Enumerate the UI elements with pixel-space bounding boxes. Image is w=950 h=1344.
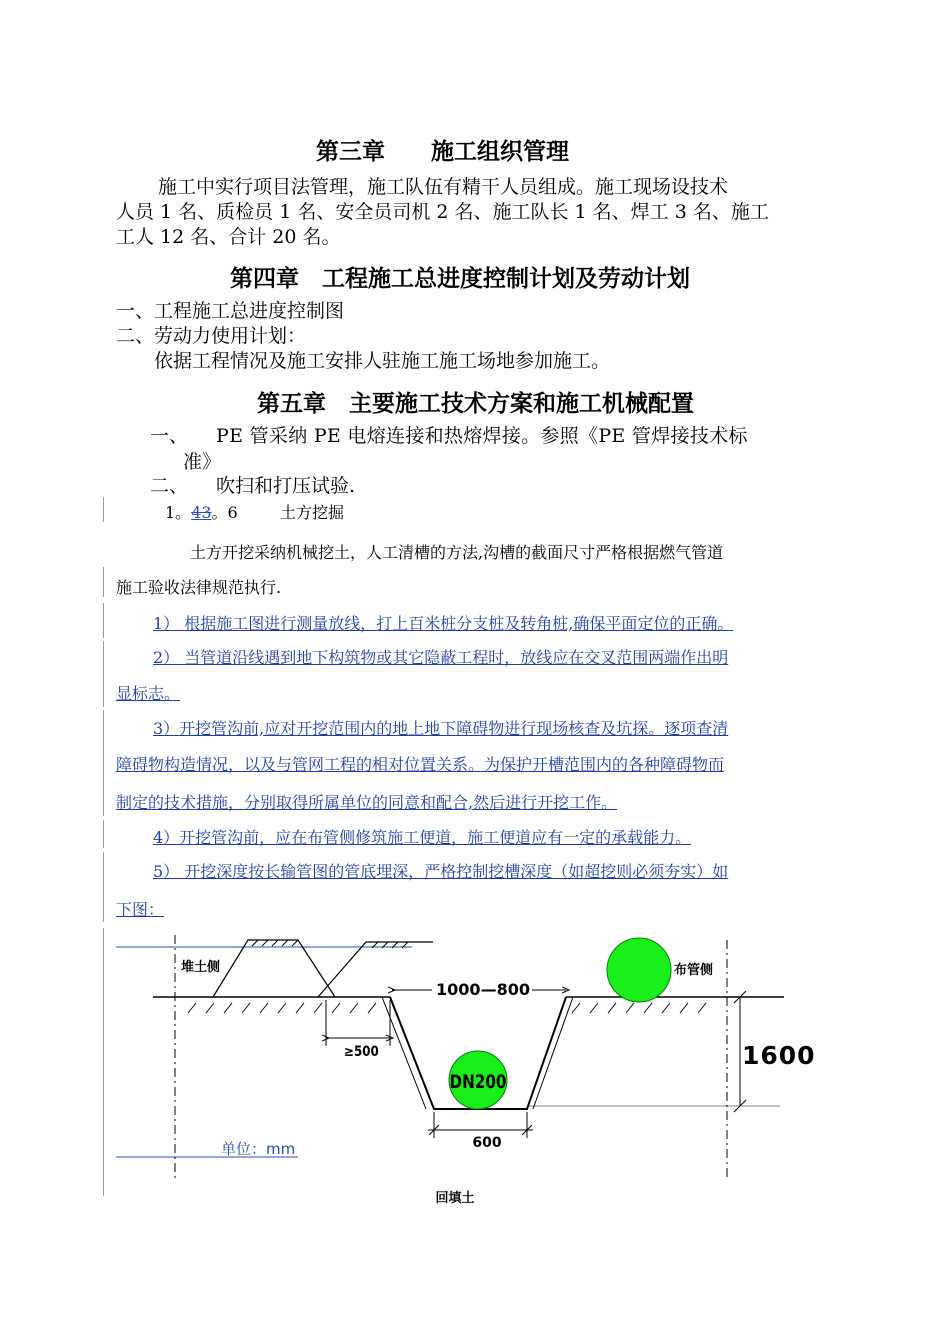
top-width-label: 1000—800 bbox=[436, 980, 530, 999]
bottom-width-label: 600 bbox=[472, 1135, 502, 1151]
step-2: 2） 当管道沿线遇到地下构筑物或其它隐蔽工程时，放线应在交叉范围两端作出明 bbox=[153, 648, 729, 667]
trench-wall-line bbox=[382, 997, 426, 1109]
chapter-3-line: 人员 1 名、质检员 1 名、安全员司机 2 名、施工队长 1 名、焊工 3 名、施工 bbox=[116, 201, 769, 223]
chapter-4-item-2-text: 依据工程情况及施工安排人驻施工施工场地参加施工。 bbox=[154, 350, 611, 372]
chapter-5-item-1-text-cont: 准》 bbox=[183, 451, 222, 473]
chapter-5-item-1-number: 一、 bbox=[150, 425, 189, 447]
subsection-title: 土方挖掘 bbox=[280, 503, 345, 522]
step-2-cont: 显标志。 bbox=[116, 684, 181, 703]
depth-label: 1600 bbox=[742, 1041, 816, 1070]
step-3: 3）开挖管沟前,应对开挖范围内的地上地下障碍物进行现场核查及坑探。逐项查清 bbox=[153, 719, 729, 738]
chapter-5-title: 第五章 主要施工技术方案和施工机械配置 bbox=[257, 391, 694, 417]
chapter-3-line: 施工中实行项目法管理，施工队伍有精干人员组成。施工现场设技术 bbox=[158, 176, 729, 198]
min-distance-label: ≥500 bbox=[344, 1044, 379, 1061]
chapter-3-title: 第三章 施工组织管理 bbox=[316, 139, 569, 165]
ground-hatching bbox=[188, 1003, 706, 1013]
chapter-4-item-1: 一、工程施工总进度控制图 bbox=[116, 300, 345, 322]
step-5-cont: 下图： bbox=[116, 900, 165, 919]
chapter-3-line: 工人 12 名、合计 20 名。 bbox=[116, 226, 341, 248]
mound-hatching bbox=[252, 940, 298, 946]
step-4: 4）开挖管沟前，应在布管侧修筑施工便道，施工便道应有一定的承载能力。 bbox=[153, 828, 692, 847]
excavation-paragraph: 施工验收法律规范执行. bbox=[116, 578, 282, 597]
step-1: 1） 根据施工图进行测量放线，打上百米桩分支桩及转角桩,确保平面定位的正确。 bbox=[153, 614, 734, 633]
chapter-4-title: 第四章 工程施工总进度控制计划及劳动计划 bbox=[230, 266, 690, 292]
pipe-side-label: 布管侧 bbox=[674, 963, 714, 978]
unit-label: 单位：mm bbox=[221, 1140, 296, 1158]
spoil-side-label: 堆土侧 bbox=[181, 960, 221, 975]
backfill-label: 回填土 bbox=[435, 1191, 475, 1206]
pipe-label: DN200 bbox=[449, 1071, 507, 1094]
trench-wall-line bbox=[533, 997, 573, 1109]
chapter-5-item-2-text: 吹扫和打压试验. bbox=[216, 475, 356, 497]
laid-pipe bbox=[607, 938, 671, 1002]
excavation-paragraph: 土方开挖采纳机械挖土，人工清槽的方法,沟槽的截面尺寸严格根据燃气管道 bbox=[190, 543, 724, 562]
step-5: 5） 开挖深度按长输管图的管底埋深，严格控制挖槽深度（如超挖则必须夯实）如 bbox=[153, 862, 729, 881]
subsection-number: 1。43。6 bbox=[165, 503, 238, 522]
chapter-5-item-1-text: PE 管采纳 PE 电熔连接和热熔焊接。参照《PE 管焊接技术标 bbox=[216, 425, 748, 447]
slope-line bbox=[318, 942, 433, 997]
step-3-cont: 障碍物构造情况，以及与管网工程的相对位置关系。为保护开槽范围内的各种障碍物而 bbox=[116, 755, 725, 774]
step-3-cont: 制定的技术措施，分别取得所属单位的同意和配合,然后进行开挖工作。 bbox=[116, 793, 618, 812]
chapter-5-item-2-number: 二、 bbox=[150, 475, 189, 497]
spoil-mound bbox=[213, 940, 335, 997]
chapter-4-item-2: 二、劳动力使用计划： bbox=[116, 325, 307, 347]
